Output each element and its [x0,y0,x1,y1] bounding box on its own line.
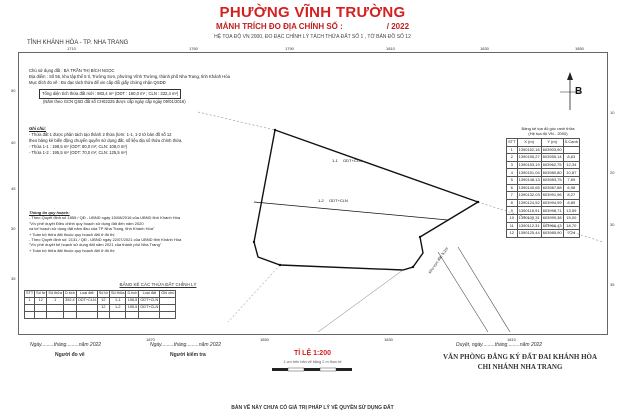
note-line: theo bảng kê biến động chuyển quyền sử dụng đất, số liệu địa sổ thửa chính thửa. [29,138,183,143]
area-cell [63,312,76,319]
coord-cell: 8,63 [563,154,579,162]
coord-cell: 603955,14 [542,154,562,160]
scale-bar [272,366,352,374]
area-cell [35,312,47,319]
road-label: Khu vực đất: 5,2m [428,246,450,275]
province-label: TỈNH KHÁNH HÒA - TP. NHA TRANG [27,40,129,46]
tick-left: 40 [11,140,16,145]
coord-cell: 603999,38 [542,215,562,221]
coord-row [507,207,580,215]
address-line: Địa điểm : Số 55, khu tập thể 5 tỉ, Trường Sơn, phường Vĩnh Trường, thành phố Nha Trang, tỉnh Khánh Hòa [29,74,230,79]
area-cell: 198,5 [126,298,139,305]
coord-cell: 1390153,19 [518,162,540,168]
area-cell [76,305,97,312]
coord-table-wrapper [506,138,580,238]
parcel-split-line [254,202,448,220]
coord-header: X (m) [517,139,541,147]
tick-bottom: 1870 [146,337,155,342]
area-cell [35,305,47,312]
tick-top: 1850 [575,46,584,51]
scale-note: 1 cm trên bản vẽ bằng 2 m thực tế [283,360,342,364]
coord-row [507,169,580,177]
coordinate-system-line: HỆ TỌA ĐỘ VN 2000, ĐO ĐẠC CHỈNH LÝ TÁCH THỬA ĐẤT SỐ 1 , TỜ BẢN ĐỒ SỐ 12 [214,34,411,40]
coord-cell: 1 [507,146,518,154]
area-cell [47,305,64,312]
coord-cell: 603998,71 [542,207,562,213]
area-cell: 1-2 [109,305,126,312]
coord-cell: 603994,99 [542,200,562,206]
surveyor-role: Người đo vẽ [55,352,85,358]
north-label: B [575,86,583,97]
coord-cell: 1390125,44 [518,230,540,236]
coord-cell: 11 [507,222,518,230]
parcel-1-2-landuse: ODT+CLN [329,198,348,203]
notes-title: Ghi chú: [29,126,46,131]
coord-cell: 1390112,31 [518,222,540,228]
area-table [24,290,176,319]
corner-marker [279,264,281,266]
coord-table [506,138,580,238]
coord-cell: 1390151,04 [518,169,540,175]
planning-line: "V/v phê duyệt Điều chỉnh quy hoạch sử dụng đất đến năm 2020 [29,220,144,226]
area-cell [25,305,35,312]
coord-cell: 603985,90 [542,230,562,236]
coord-cell: 15,00 [563,214,579,222]
parcel-1-1-landuse: ODT+CLN [343,158,362,163]
neighbor-line [228,265,280,322]
coord-cell: 2 [507,154,518,162]
coord-row [507,214,580,222]
coord-cell: 9,24 [563,230,579,238]
area-cell: 12 [35,298,47,305]
coord-cell: 10 [507,214,518,222]
coord-cell: 18,70 [563,222,579,230]
area-cell [63,305,76,312]
purpose-line: Mục đích đo vẽ : Đo đạc tách thửa để xin cấp đổi giấy chứng nhận QSDĐ [29,80,166,85]
planning-line: + Toàn bộ thửa đất thuộc quy hoạch đất ở đô thị [29,247,115,253]
map-extract-number [0,22,625,31]
map-extract-year: / 2022 [386,22,410,31]
coord-row [507,176,580,184]
coord-cell: 7,69 [563,176,579,184]
coord-cell: 12 [507,230,518,238]
coord-cell: 8 [507,199,518,207]
coord-header: STT [508,139,516,145]
approval-date: Duyệt, ngày.........tháng.........năm 2022 [456,342,543,348]
coord-cell: 10,87 [563,169,579,177]
area-cell [25,312,35,319]
coord-row [507,184,580,192]
coord-header: S.Cạnh [564,139,578,145]
owner-line: Chủ sử dụng đất : BÀ TRẦN THỊ BÍCH NGỌC [29,68,115,73]
area-cell: 1-1 [109,298,126,305]
total-area-box: Tổng diện tích thửa đất mới : 983,4 m² (ODT : 160,0 m² ; CLN : 232,4 m²) [39,89,181,99]
area-header: Loại đất [139,291,160,298]
coord-header: Y (m) [541,139,563,147]
tick-top: 1760 [189,46,198,51]
note-line: - Thửa 1-1 : 198,5 m² (ODT: 80,0 m²; CLN: 108,0 m²) [29,144,128,149]
coord-cell: 1390155,27 [518,154,540,160]
tick-left: 50 [11,88,16,93]
coord-cell: 1390152,16 [518,146,540,152]
area-cell: 12 [97,305,109,312]
planning-line: + Toàn bộ thửa đất thuộc quy hoạch đất ở đô thị [29,231,115,237]
area-header: Số thửa [47,291,64,298]
area-row [25,298,176,305]
tick-bottom: 1830 [384,337,393,342]
tick-left: 45 [11,186,16,191]
coord-table-title-line: (Hệ tọa độ VN - 2000) [528,131,568,136]
checker-date: Ngày.........tháng.........năm 2022 [150,342,222,348]
coord-cell: 603980,80 [542,169,562,175]
coord-cell: 1390116,91 [518,207,540,213]
coord-cell: 1390132,03 [518,192,540,198]
tick-left: 30 [11,226,16,231]
area-header: Số thửa [109,291,126,298]
area-header: D.tích [126,291,139,298]
coord-cell: 4 [507,169,518,177]
coord-row [507,154,580,162]
area-cell [76,312,97,319]
tick-right: 10 [610,110,615,115]
scale-label: TỈ LỆ 1:200 [294,350,331,357]
checker-role: Người kiểm tra [170,352,206,358]
map-extract-label: MẢNH TRÍCH ĐO ĐỊA CHÍNH SỐ : [215,22,343,31]
area-cell [126,312,139,319]
area-cell [109,312,126,319]
area-cell: 1 [47,298,64,305]
area-table-wrapper [24,290,176,319]
area-cell: ODT+CLN [139,298,160,305]
area-header: Loại đất [76,291,97,298]
parcel-1-2-label: 1-2 [318,198,324,203]
planning-line: "V/v phê duyệt kế hoạch sử dụng đất năm 2021 của thành phố Nha Trang" [29,242,162,248]
area-table-title: BẢNG KÊ CÁC THỬA ĐẤT CHỈNH LÝ [119,282,197,287]
corner-marker [477,201,479,203]
tick-bottom: 1850 [260,337,269,342]
coord-table-title-line: Bảng kê tọa độ góc ranh thửa [521,126,575,131]
tick-top: 1790 [285,46,294,51]
area-cell [47,312,64,319]
coord-table-title [506,126,590,136]
coord-cell: 603983,75 [542,177,562,183]
tick-right: 20 [610,170,615,175]
coord-cell: 603991,96 [542,192,562,198]
tick-top: 1830 [480,46,489,51]
area-cell [160,305,176,312]
corner-marker [412,266,414,268]
area-cell [160,298,176,305]
coord-row [507,199,580,207]
coord-cell: 12,34 [563,161,579,169]
corner-marker [419,236,421,238]
area-cell: 392,4 [63,298,76,305]
certificate-note: (Năm theo GCN QSD đất số CH02225 được cấp ngày cấp ngày 09/01/2016) [43,99,186,104]
coord-cell: 6,98 [563,184,579,192]
area-header: Số tờ [97,291,109,298]
area-cell: ODT+CLN [76,298,97,305]
coord-cell: 1390140,65 [518,184,540,190]
tick-right: 30 [610,222,615,227]
note-line: - Thửa đất 1 được phân tách tạo thành 2 thửa (lơm: 1-1, 1-2 tờ bản đồ số 12 [29,132,172,137]
road-edge [438,252,488,332]
coord-cell: 9 [507,207,518,215]
surveyor-date: Ngày.........tháng.........năm 2022 [30,342,102,348]
coord-cell: 1390109,31 [518,215,540,221]
area-cell [97,312,109,319]
planning-line: - Theo Quyết định số 1855 / QĐ - UBND ngày 15/08/2016 của UBND tỉnh Khánh Hòa [29,215,181,221]
legal-disclaimer: BẢN VẼ NÀY CHƯA CÓ GIÁ TRỊ PHÁP LÝ VỀ QUYỀN SỬ DỤNG ĐẤT [231,405,394,411]
coord-cell: 603903,90 [542,146,562,152]
corner-marker [253,241,255,243]
planning-line: - Theo Quyết định số: 2131 / QĐ - UBND ngày 22/07/2021 của UBND tỉnh Khánh Hòa [29,237,182,243]
area-header: D.tích [63,291,76,298]
area-row [25,305,176,312]
road-edge [458,247,510,332]
corner-marker [274,129,276,131]
area-cell: 1 [25,298,35,305]
neighbor-line [198,112,275,130]
coord-cell: 13,59 [563,207,579,215]
office-line-1: VĂN PHÒNG ĐĂNG KÝ ĐẤT ĐAI KHÁNH HÒA [442,353,598,361]
neighbor-line [318,270,403,332]
office-line-2: CHI NHÁNH NHA TRANG [477,363,563,371]
area-cell: ODT+CLN [139,305,160,312]
coord-cell: 603987,88 [542,184,562,190]
parcel-1-1-label: 1-1 [332,158,338,163]
issuing-office [430,352,610,372]
coord-row [507,161,580,169]
area-cell: 12 [97,298,109,305]
tick-top: 1710 [67,46,76,51]
coord-row [507,146,580,154]
area-cell: 195,5 [126,305,139,312]
tick-right: 35 [610,282,615,287]
coord-cell: 6 [507,184,518,192]
note-line: - Thửa 1-2 : 195,5 m² (ODT: 70,0 m²; CLN: 125,5 m²) [29,150,128,155]
coord-row [507,230,580,238]
tick-top: 1810 [386,46,395,51]
area-header: STT [25,291,35,298]
coord-cell: 603966,43 [542,222,562,228]
area-header: Số tờ [35,291,47,298]
coord-row [507,222,580,230]
planning-line: và kế hoạch sử dụng đất năm đầu của TP Nha Trang, tỉnh Khánh Hòa" [29,226,155,232]
coord-row [507,192,580,200]
area-header: Ghi chú [160,291,176,298]
tick-left: 35 [11,276,16,281]
area-row [25,312,176,319]
coord-cell: 5 [507,176,518,184]
tick-bottom: 1810 [507,337,516,342]
coord-cell [563,146,579,154]
coord-cell: 7 [507,192,518,200]
document-title: PHƯỜNG VĨNH TRƯỜNG [219,4,406,21]
coord-cell: 1390148,13 [518,177,540,183]
area-cell [160,312,176,319]
coord-cell: 1390124,52 [518,200,540,206]
coord-cell: 603962,75 [542,162,562,168]
planning-title: Thông tin quy hoạch: [29,210,70,215]
coord-cell: 8,89 [563,199,579,207]
coord-cell: 3 [507,161,518,169]
area-cell [139,312,160,319]
coord-cell: 8,27 [563,192,579,200]
